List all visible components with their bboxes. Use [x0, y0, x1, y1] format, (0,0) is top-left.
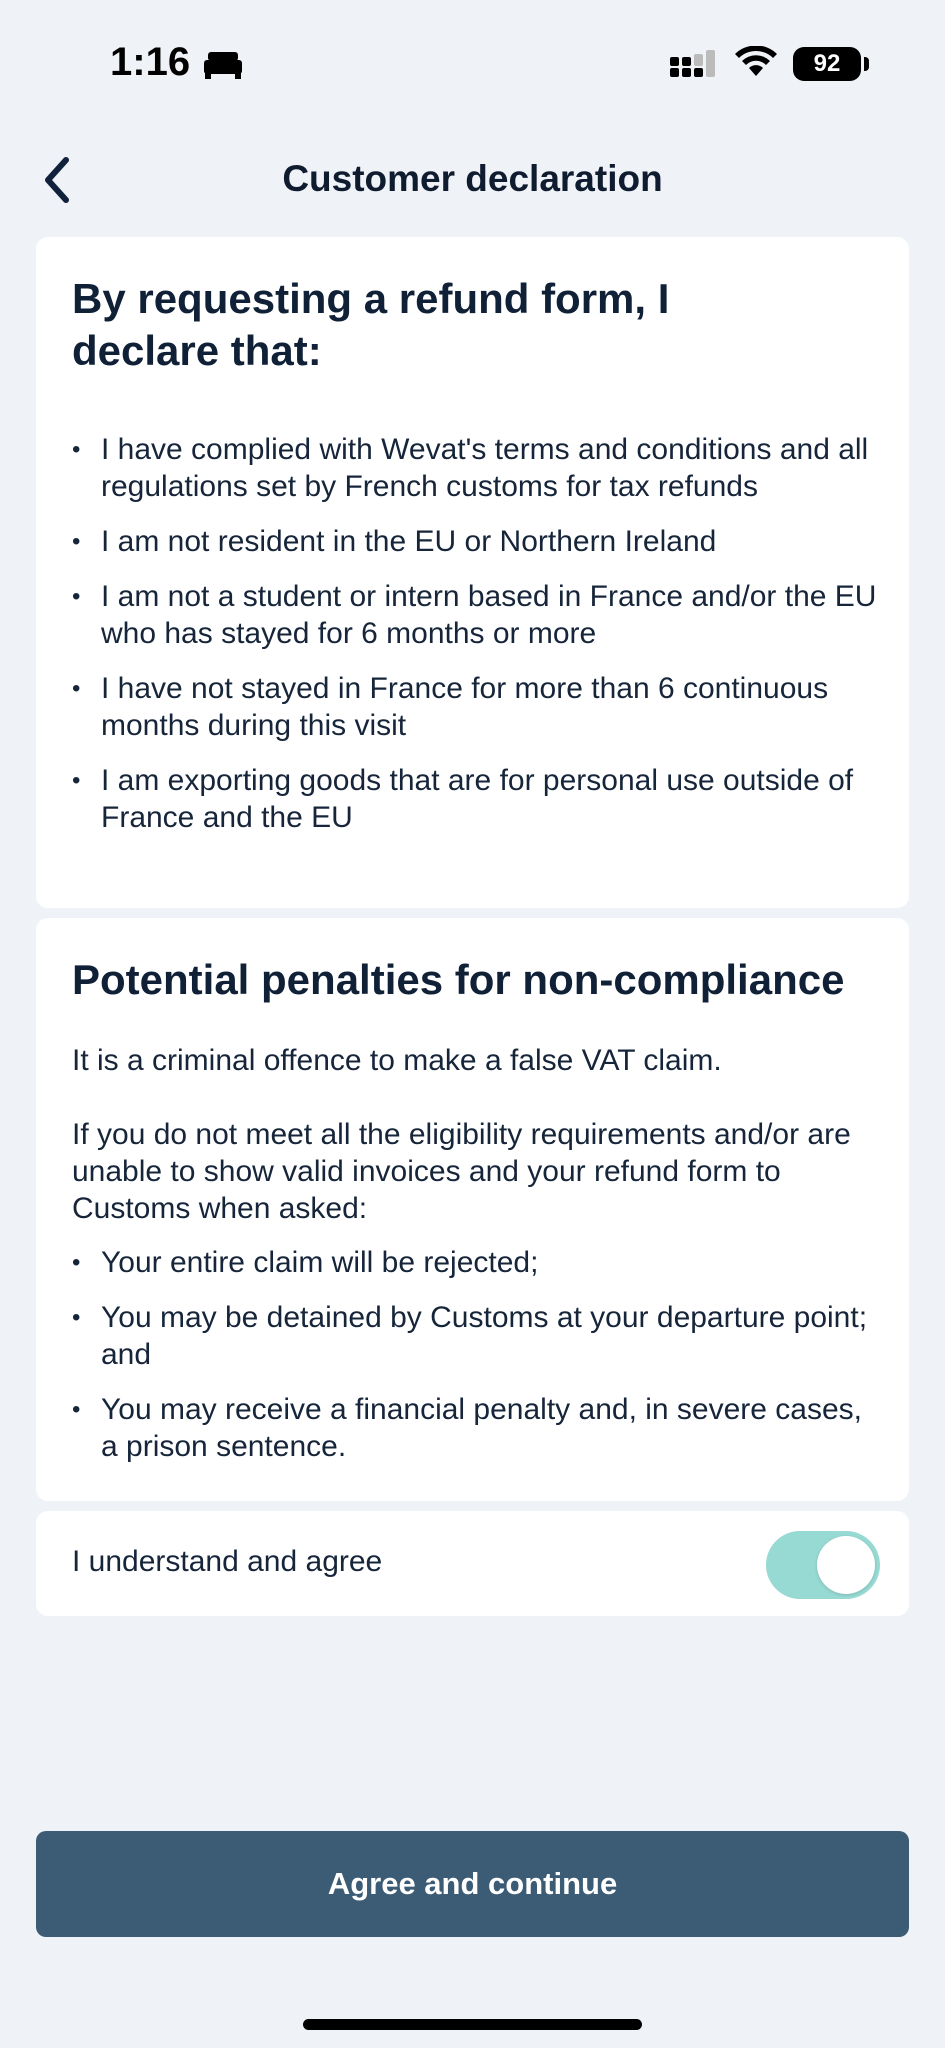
agreement-row [36, 1511, 909, 1616]
wifi-icon [735, 46, 777, 78]
declaration-heading: By requesting a refund form, I declare that: [72, 275, 670, 374]
penalty-item: • You may receive a financial penalty and, in severe cases, a prison sentence. [72, 1391, 879, 1465]
battery-icon: 92 [793, 47, 861, 81]
status-time: 1:16 [110, 40, 191, 84]
penalty-item: • You may be detained by Customs at your departure point; and [72, 1299, 879, 1373]
declaration-item: • I am not resident in the EU or Northern Ireland [72, 523, 879, 560]
declaration-item: • I have complied with Wevat's terms and conditions and all regulations set by French customs for tax refunds [72, 431, 879, 505]
agree-and-continue-button[interactable]: Agree and continue [36, 1831, 909, 1937]
battery-cap [864, 57, 869, 71]
agree-label: I understand and agree [72, 1545, 383, 1578]
agree-toggle[interactable] [766, 1531, 880, 1599]
declaration-item: • I am exporting goods that are for personal use outside of France and the EU [72, 762, 879, 836]
toggle-knob [817, 1536, 875, 1594]
penalty-item: • Your entire claim will be rejected; [72, 1244, 879, 1281]
penalties-list [72, 1244, 879, 1483]
penalties-card [36, 918, 909, 1501]
declaration-list [72, 431, 879, 854]
status-bar [0, 0, 945, 120]
penalties-intro: It is a criminal offence to make a false VAT claim. [72, 1044, 722, 1077]
page-title: Customer declaration [282, 158, 663, 199]
declaration-card [36, 237, 909, 908]
penalties-heading: Potential penalties for non-compliance [72, 956, 845, 1003]
nav-bar [0, 140, 945, 220]
bed-icon [202, 50, 244, 80]
penalties-condition: If you do not meet all the eligibility requirements and/or are unable to show valid invoices and your refund form to Customs when asked: [72, 1118, 851, 1225]
home-indicator [303, 2019, 642, 2030]
declaration-item: • I have not stayed in France for more than 6 continuous months during this visit [72, 670, 879, 744]
declaration-item: • I am not a student or intern based in France and/or the EU who has stayed for 6 months or more [72, 578, 879, 652]
cellular-signal-icon [670, 50, 722, 80]
